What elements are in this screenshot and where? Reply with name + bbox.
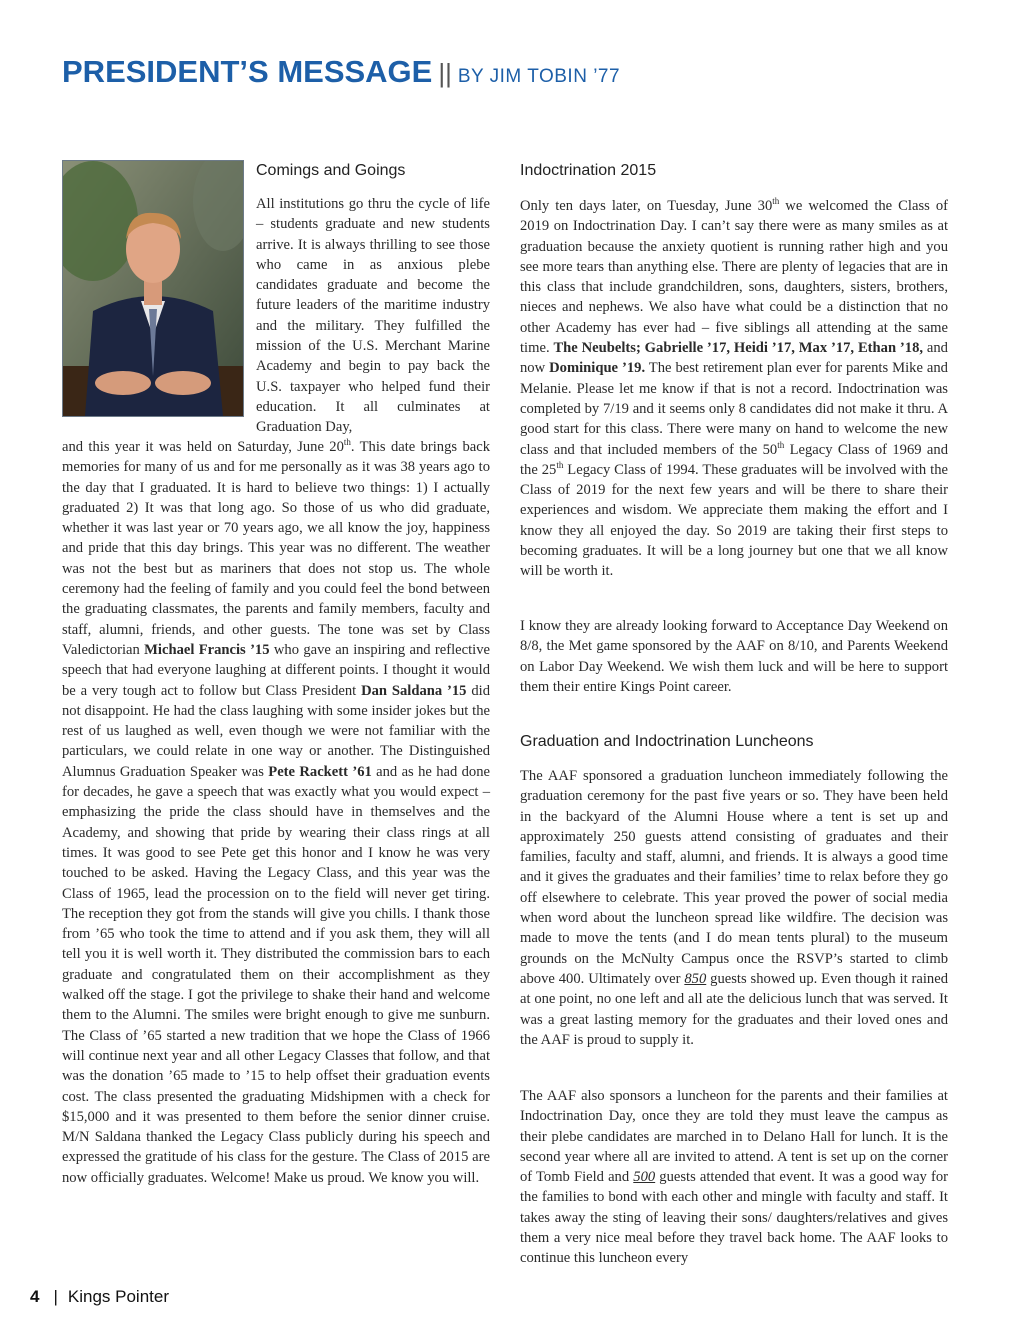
body-text: The AAF sponsored a graduation luncheon immediately following the graduation ceremony for the past five years or so. They have been held in the backyard of the Alumni House where a tent is set up and approximately 250 guests attend consisting of graduates and their families, faculty and staff, alumni, and friends. It is always a good time and it gives the graduates and their families’ time to relax before they go off elsewhere to celebrate. This year proved the power of social media when word about the luncheon spread like wildfire. The decision was made to move the tents (and I do mean tents plural) to the museum grounds on the McNulty Campus once the RSVP’s started to climb above 400. Ultimately over [520,768,948,987]
heading-luncheons: Graduation and Indoctrination Luncheons [520,733,814,750]
highlighted-name: The Neubelts; Gabrielle ’17, Heidi ’17, Max ’17, Ethan ’18, [553,340,924,357]
body-text: and this year it was held on Saturday, June 20 [62,439,344,455]
author-byline: BY JIM TOBIN ’77 [457,66,621,87]
graduation-luncheon-paragraph [520,766,948,1050]
highlighted-name: Dominique ’19. [549,360,646,377]
page-title: PRESIDENT’S MESSAGE [62,54,433,89]
highlighted-name: Michael Francis ’15 [144,641,270,658]
body-text: Legacy Class of 1969 and the 25 [520,441,948,478]
indoctrination-paragraph [520,196,948,582]
page-footer [30,1287,169,1307]
body-text: and as he had done for decades, he gave a speech that was exactly what you would expect – emphasizing the pride the class should have in themselves and the Academy, and showing that pride by wearing their class rings at all times. It was good to see Pete get this honor and I know he was very touched to be asked. Having the Legacy Class, and this year was the Class of 1965, lead the procession on to the field will never get tiring. The reception they got from the stands will give you chills. I thank those from ’65 who took the time to attend and if you ask them, they will all tell you it is well worth it. They distributed the commission bars to each graduate and congratulated them on their accomplishment as they walked off the stage. I got the privilege to shake their hand and welcome them to the Alumni. The smiles were bright enough to give me sunburn. The Class of ’65 started a new tradition that we hope the Class of 1966 will continue next year and all other Legacy Classes that follow, and that was the donation ’65 made to ’15 to help offset their graduation events cost. The class presented the graduating Midshipmen with a check for $15,000 and it was presented to them before the senior dinner cruise. M/N Saldana thanked the Legacy Class publicly during his speech and expressed the gratitude of his class for the gesture. The Class of 2015 are now officially graduates. Welcome! Make us proud. We know you will. [62,763,490,1186]
heading-comings-and-goings: Comings and Goings [256,162,406,179]
body-text: . This date brings back memories for many of us and for me personally as it was 38 years ago to the day that I graduated. It is hard to believe two things: 1) I actually graduated 2) It was that long ago. So those of us who did graduate, whether it was last year or 70 years ago, we all know the joy, happiness and pride that this day brings. This year was no different. The weather was not the best but as mariners that does not stop us. The whole ceremony had the feeling of family and you could feel the bond between the graduating classmates, the parents and family members, faculty and staff, alumni, friends, and other guests. The tone was set by Class Valedictorian [62,439,490,658]
portrait-photo-icon [63,161,243,416]
publication-name: Kings Pointer [67,1287,170,1306]
body-text: Only ten days later, on Tuesday, June 30 [520,198,773,214]
ordinal-suffix: th [556,460,564,470]
guest-count: 500 [633,1169,656,1186]
guest-count: 850 [684,970,707,987]
body-text: and now [520,340,948,377]
body-text: guests attended that event. It was a good way for the families to bond with each other and mingle with faculty and staff. It takes away the sting of leaving their sons/ daughters/relatives and gives them a very nice meal before they travel back home. The AAF looks to continue this luncheon every [520,1169,948,1267]
body-text: did not disappoint. He had the class laughing with some insider jokes but the rest of us laughed as well, even though we were not familiar with the particulars, we could relate in one way or another. The Distinguished Alumnus Graduation Speaker was [62,682,490,780]
page-header [62,54,620,90]
body-text: guests showed up. Even though it rained at one point, no one left and all ate the delicious lunch that was served. It was a great lasting memory for the graduates and their loved ones and the AAF is proud to supply it. [520,970,948,1048]
body-text: Legacy Class of 1994. These graduates will be involved with the Class of 2019 for the next few years and will be there to share their experiences and wisdom. We appreciate them making the effort and I know they all enjoyed the day. So 2019 are taking their first steps to becoming graduates. It will be a long journey but one that we all know will be worth it. [520,461,948,580]
indoctrination-luncheon-paragraph [520,1086,948,1269]
graduation-paragraph [62,437,490,1188]
ordinal-suffix: th [772,196,780,207]
heading-indoctrination-2015: Indoctrination 2015 [520,162,657,179]
indoctrination-text [520,196,948,582]
graduation-luncheon-text [520,766,948,1050]
ordinal-suffix: th [343,437,351,448]
body-text: The best retirement plan ever for parents Mike and Melanie. Please let me know if that is not a record. Indoctrination was completed by 7/19 and it seems only 8 candidates did not make it thru. A good start for this class. There were many on hand to welcome the new class and that included members of the 50 [520,360,948,458]
acceptance-day-paragraph [520,616,948,697]
left-intro-paragraph [256,194,490,438]
intro-text: All institutions go thru the cycle of life – students graduate and new students arrive. It is always thrilling to see those who came in as anxious plebe candidates graduate and become the future leaders of the maritime industry and the military. They fulfilled the mission of the U.S. Merchant Marine Academy and begin to pay back the U.S. taxpayer who helped fund their education. It all culminates at Graduation Day, [256,196,490,436]
body-text: The AAF also sponsors a luncheon for the parents and their families at Indoctrination Day, once they are told they must leave the campus as their plebe candidates are marched in to Delano Hall for lunch. It is the second year where all are invited to attend. A tent is set up on the corner of Tomb Field and [520,1088,948,1186]
indoctrination-luncheon-text [520,1086,948,1269]
author-photo [62,160,244,417]
highlighted-name: Dan Saldana ’15 [361,682,467,699]
left-main-column [62,437,490,1188]
page-number: 4 [30,1287,40,1306]
acceptance-day-text: I know they are already looking forward to Acceptance Day Weekend on 8/8, the Met game sponsored by the AAF on 8/10, and Parents Weekend on Labor Day Weekend. We wish them luck and will be here to support them their entire Kings Point career. [520,618,948,695]
title-separator: || [438,58,452,88]
body-text: who gave an inspiring and reflective speech that had everyone laughing at different points. I thought it would be a very tough act to follow but Class President [62,641,491,699]
ordinal-suffix: th [777,439,785,450]
body-text: we welcomed the Class of 2019 on Indoctrination Day. I can’t say there were as many smiles as at graduation because the anxiety quotient is running rather high and you see more tears than anything else. There are plenty of legacies that are in this class that include grandchildren, sons, daughters, sisters, brothers, nieces and nephews. We also have what could be a distinction that no other Academy has ever had – five siblings all attending at the same time. [520,198,948,357]
footer-separator: | [53,1287,58,1306]
highlighted-name: Pete Rackett ’61 [268,763,372,780]
